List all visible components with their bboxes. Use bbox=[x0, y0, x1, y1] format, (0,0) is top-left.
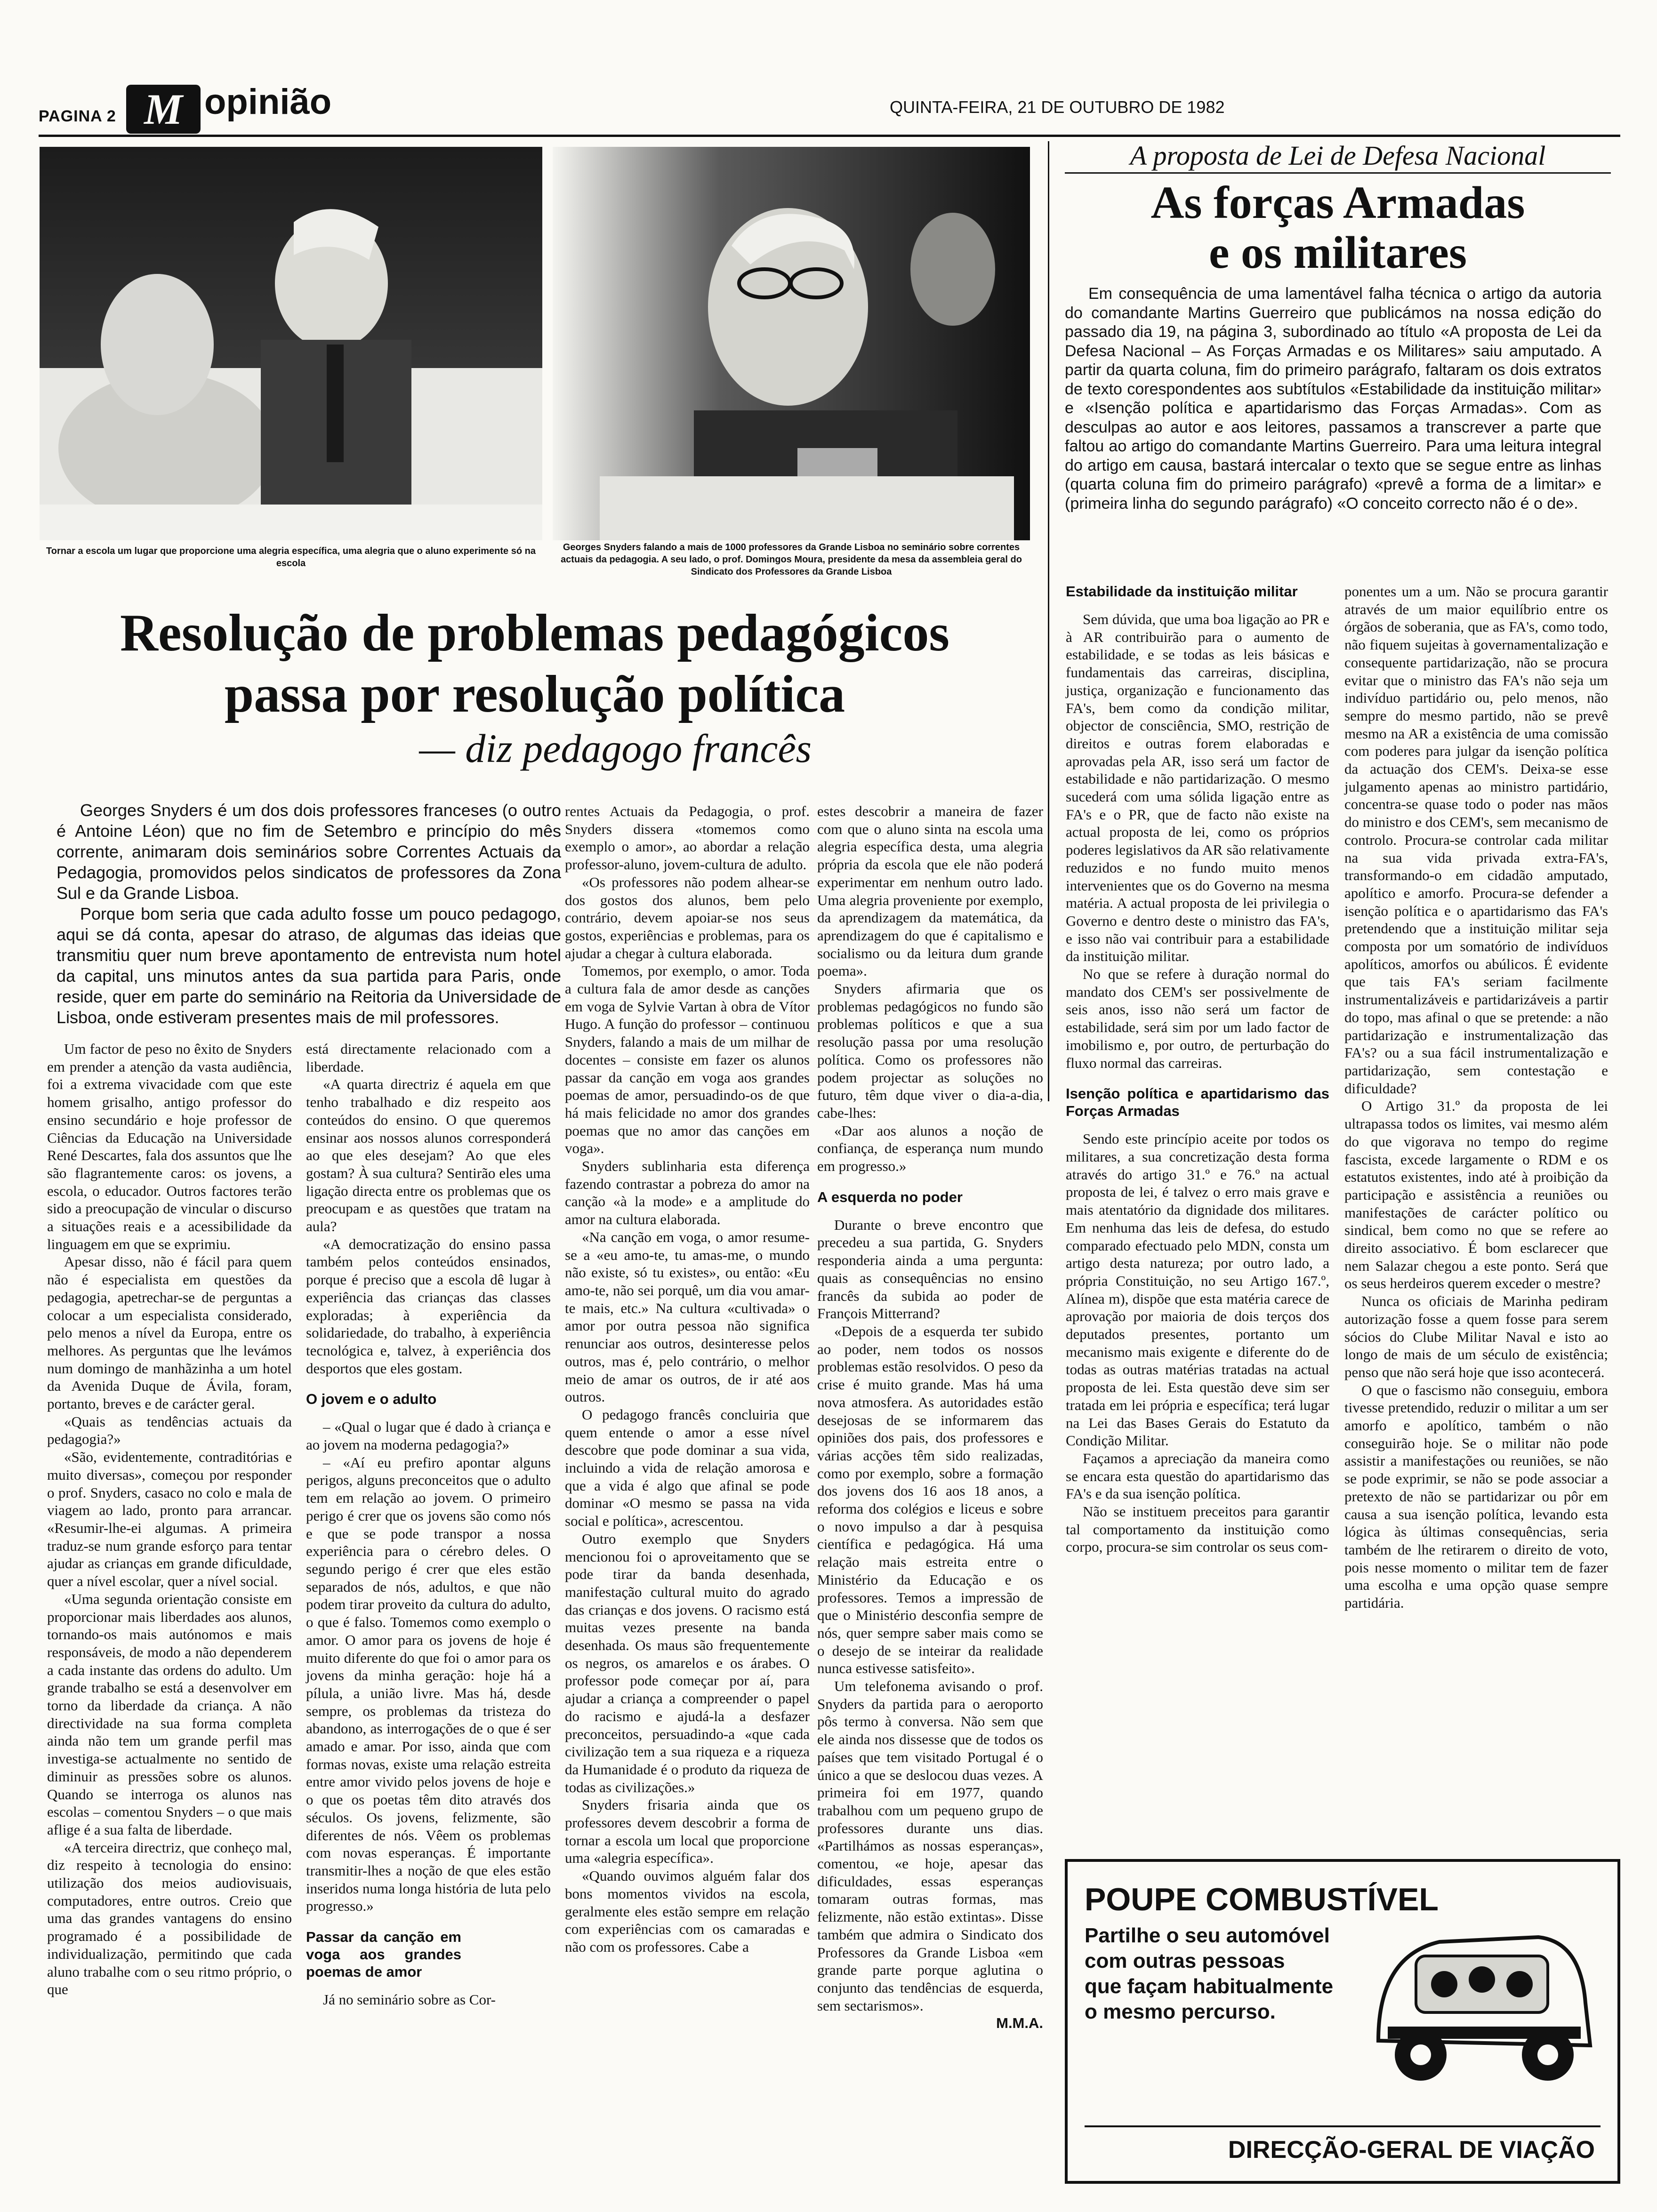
paragraph: O que o fascismo não conseguiu, embora tivesse pretendido, reduzir o militar a um ser amorfo e apolítico, também o não conseguirão hoje. Se o militar não pode assistir a manifestações ou reuniões, se não se pode exprimir, se não se pode associar a pretexto de não se partidarizar ou pôr em causa a sua isenção política, levando esta lógica às últimas consequências, seria também de lhe retirarem o direito de voto, pois nesse momento o militar tem de fazer uma escolha e uma opção quase sempre partidária. bbox=[1344, 1381, 1608, 1611]
ad-box bbox=[1065, 1859, 1620, 2184]
paragraph: «Uma segunda orientação consiste em proporcionar mais liberdades aos alunos, tornando-os mais autónomos e mais responsáveis, de modo a não dependerem a cada instante das ordens do adulto. Um grande trabalho se está a desenvolver em torno da liberdade da criança. A não directividade na sua forma completa ainda não tem um grande perfil mas investiga-se actualmente no sentido de diminuir as pressões sobre os alunos. Quando se interroga os alunos nas escolas – comentou Snyders – o que mais aflige é a sua falta de liberdade. bbox=[47, 1590, 292, 1838]
issue-date: QUINTA-FEIRA, 21 DE OUTUBRO DE 1982 bbox=[890, 97, 1225, 117]
paragraph: «A quarta directriz é aquela em que tenho trabalhado e diz respeito aos conteúdos do ensino. O que queremos ensinar aos nossos alunos corresponderá ao que eles desejam? Ao que eles gostam? À sua cultura? Sentirão eles uma ligação directa entre os problemas que os preocupam e as questões que tratam na aula? bbox=[306, 1076, 551, 1235]
subhead-estabilidade: Estabilidade da instituição militar bbox=[1066, 583, 1298, 600]
paragraph: Tomemos, por exemplo, o amor. Toda a cultura fala de amor desde as canções em voga de Sylvie Vartan à obra de Vítor Hugo. A função do professor – continuou Snyders, falando a mais de um milhar de docentes – consiste em fazer os alunos passar da canção em voga aos grandes poemas de amor, persuadindo-os de que há mais felicidade no amor dos grandes poemas que no amor das canções em voga». bbox=[565, 962, 810, 1157]
sidebar-kicker-rule bbox=[1065, 172, 1611, 174]
sidebar-title-line1: As forças Armadas bbox=[1150, 177, 1525, 228]
paragraph: Já no seminário sobre as Cor- bbox=[323, 1991, 496, 2008]
paragraph: «A terceira directriz, que conheço mal, diz respeito à tecnologia do ensino: utilização dos meios audiovisuais, computadores, entre outros. Creio que uma das grandes vantagens do ensino programado é a possibilidade de individualização, permitindo que cada aluno trabalhe com o seu ritmo próprio, o que bbox=[47, 1839, 292, 1998]
paragraph: Um telefonema avisando o prof. Snyders da partida para o aeroporto pôs termo à conversa. Não sem que ele ainda nos dissesse que de todos os países que tem visitado Portugal é o único a que se deslocou duas vezes. A primeira foi em 1977, quando trabalhou com um pequeno grupo de professores durante uns dias. «Partilhámos as nossas esperanças», comentou, «e hoje, apesar das dificuldades, essas esperanças tomaram outras formas, mas felizmente, não estão extintas». Disse também que admira o Sindicato dos Professores da Grande Lisboa «em grande parte porque aglutina o conjunto das tendências de esquerda, sem sectarismos». bbox=[817, 1678, 1043, 2014]
article-lead bbox=[56, 800, 561, 1028]
header-rule bbox=[39, 135, 1620, 137]
paragraph: Durante o breve encontro que precedeu a sua partida, G. Snyders responderia ainda a uma pergunta: quais as consequências no ensino francês da subida ao poder de François Mitterrand? bbox=[817, 1216, 1043, 1322]
main-subheadline: — diz pedagogo francês bbox=[419, 726, 812, 771]
paragraph: ponentes um a um. Não se procura garantir através de um maior equilíbrio entre os órgãos de soberania, que as FA's, como todo, não fiquem sujeitas à governamentalização e consequente partidarização, não se procura evitar que o ministro das FA's não seja um indivíduo partidário ou, pelo menos, não sempre do mesmo partido, não se prevê mesmo na AR a existência de uma comissão com poderes para julgar da isenção política da actuação dos CEM's. Deixa-se esse julgamento apenas ao ministro partidário, concentra-se quase todo o poder nas mãos do ministro e dos CEM's, sem mecanismo de controlo. Procura-se controlar cada militar na sua vida privada extra-FA's, transformando-o em cidadão amputado, apolítico e amorfo. Procura-se defender a isenção política e o apartidarismo das FA's pretendendo que a instituição militar seja composta por um somatório de indivíduos apolíticos, amorfos ou abúlicos. É evidente que tais FA's seriam facilmente instrumentalizáveis e partidarizáveis a partir do topo, mas afinal o que se pretende: a não partidarização e instrumentalização das FA's? ou a sua fácil instrumentalização e partidarização, sem contestação e dificuldade? bbox=[1344, 583, 1608, 1097]
paragraph: «Os professores não podem alhear-se dos gostos dos alunos, bem pelo contrário, devem apoiar-se nos seus gostos, experiências e problemas, para os ajudar a chegar à cultura elaborada. bbox=[565, 874, 810, 962]
sidebar-intro bbox=[1065, 284, 1601, 513]
paragraph: – «Aí eu prefiro apontar alguns perigos, alguns preconceitos que o adulto tem em relação ao jovem. O primeiro perigo é crer que os jovens são como nós e que se pode transpor a nossa experiência para o cérebro deles. O segundo perigo é crer que eles estão separados de nós, adultos, e que não podem tirar proveito da cultura do adulto, o que é falso. Tomemos como exemplo o amor. O amor para os jovens de hoje é muito diferente do que foi o amor para os jovens da minha geração: hoje há a pílula, a união livre. Mas há, desde sempre, os problemas da tristeza do abandono, as interrogações de o que é ser amado e amar. Por isso, ainda que com formas novas, existe uma relação estreita entre amor vivido pelos jovens de hoje e o que os poetas têm dito através dos séculos. Os jovens, felizmente, são diferentes de nós. Vêem os problemas com novas esperanças. É importante transmitir-lhes a noção de que eles estão inseridos numa longa história de luta pelo progresso.» bbox=[306, 1454, 551, 1915]
paragraph: «Depois de a esquerda ter subido ao poder, nem todos os nossos problemas estão resolvidos. O peso da crise é muito grande. Mas há uma nova atmosfera. As autoridades estão desejosas de se informarem das opiniões dos pais, dos professores e várias acções têm sido realizadas, como por exemplo, sobre a formação dos jovens dos 16 aos 18 anos, a reforma dos colégios e liceus e sobre o novo impulso a dar à pesquisa científica e pedagógica. Há uma relação mais estreita entre o Ministério da Educação e os professores. Temos a impressão de que o Ministério desconfia sempre de nós, quer sempre saber mais como se o desejo de se inteirar da realidade nunca estivesse satisfeito». bbox=[817, 1322, 1043, 1677]
subhead-jovem-adulto: O jovem e o adulto bbox=[306, 1391, 437, 1408]
ad-line: Partilhe o seu automóvel bbox=[1085, 1924, 1330, 1947]
paragraph: Um factor de peso no êxito de Snyders em prender a atenção da vasta audiência, foi a extrema vivacidade com que este homem grisalho, antigo professor do ensino secundário e hoje professor de Ciências da Educação na Universidade René Descartes, fala dos assuntos que lhe são flagrantemente caros: os jovens, a escola, o educador. Outros factores terão sido a preocupação de vincular o discurso a situações reais e a acessibilidade da linguagem em que se exprimiu. bbox=[47, 1041, 292, 1252]
paragraph: está directamente relacionado com a liberdade. bbox=[306, 1041, 551, 1075]
sidebar-left-rule bbox=[1048, 141, 1049, 1101]
photo-snyders-speaking bbox=[553, 147, 1030, 540]
paragraph: Snyders afirmaria que os problemas pedagógicos no fundo são problemas políticos e que a sua resolução passa por uma resolução política. Como os professores não podem projectar as soluções no futuro, têm dque viver o dia-a-dia, cabe-lhes: bbox=[817, 980, 1043, 1121]
author-signature: M.M.A. bbox=[996, 2015, 1043, 2032]
paragraph: O pedagogo francês concluiria que quem entende o amor a esse nível descobre que pode dominar a sua vida, incluindo a vida de relação amorosa e que a vida é algo que afinal se pode dominar «O mesmo se passa na vida social e política», acrescentou. bbox=[565, 1406, 810, 1530]
photo-teacher-at-school bbox=[40, 147, 542, 540]
logo-letter: M bbox=[144, 85, 183, 133]
paragraph: O Artigo 31.º da proposta de lei ultrapassa todos os limites, vai mesmo além do que vigorava no tempo do regime fascista, excede largamente o RDM e os estatutos existentes, indo até à proibição da participação e assistência a reuniões ou manifestações de carácter político ou sindical, bem como no que se refere ao direito associativo. É bom esclarecer que nem Salazar chegou a este ponto. Será que os seus herdeiros querem exceder o mestre? bbox=[1344, 1098, 1608, 1292]
paragraph: Outro exemplo que Snyders mencionou foi o aproveitamento que se pode tirar da banda desenhada, manifestação cultural muito do agrado das crianças e dos jovens. O racismo está muitas vezes presente na banda desenhada. Os maus são frequentemente os negros, os amarelos e os árabes. O professor pode começar por aí, para ajudar a criança a compreender o papel do racismo e ajudá-la a desfazer preconceitos, persuadindo-a «que cada civilização tem a sua riqueza e a riqueza da Humanidade é o produto da riqueza de todas as civilizações.» bbox=[565, 1530, 810, 1795]
sidebar-kicker: A proposta de Lei de Defesa Nacional bbox=[1130, 140, 1546, 171]
ad-line: o mesmo percurso. bbox=[1085, 2000, 1276, 2023]
newspaper-logo bbox=[126, 85, 201, 134]
paragraph: rentes Actuais da Pedagogia, o prof. Snyders dissera «tomemos como exemplo o amor», ao abordar a relação professor-aluno, jovem-cultura de adulto. bbox=[565, 803, 810, 873]
subhead-esquerda-no-poder: A esquerda no poder bbox=[817, 1188, 963, 1205]
photo1-caption: Tornar a escola um lugar que proporcione uma alegria específica, uma alegria que o aluno experimente só na escola bbox=[46, 546, 536, 569]
paragraph: Sendo este princípio aceite por todos os militares, a sua concretização desta forma através do artigo 31.º e 76.º na actual proposta de lei, é talvez o erro mais grave e mais atentatório da dignidade dos militares. Em nenhuma das leis de defesa, do estudo comparado efectuado pelo MDN, consta um artigo desta natureza; por outro lado, a própria Constituição, no seu Artigo 167.º, Alínea m), dispõe que esta matéria carece de aprovação por maioria de dois terços dos deputados presentes, portanto um mecanismo mais exigente e diferente do de todas as outras matérias tratadas na actual proposta de lei. Esta questão deve sim ser tratada em lei própria e específica; terá lugar na Lei das Bases Gerais do Estatuto da Condição Militar. bbox=[1066, 1130, 1329, 1449]
paragraph: «Quando ouvimos alguém falar dos bons momentos vividos na escola, geralmente eles estão sempre em relação com experiências com os camaradas e não com os professores. Cabe a bbox=[565, 1867, 810, 1955]
article-column-3 bbox=[565, 802, 810, 1956]
sidebar-column-1 bbox=[1066, 583, 1329, 1556]
sidebar-column-2 bbox=[1344, 583, 1608, 1612]
article-column-1 bbox=[47, 1040, 292, 1998]
paragraph: Em consequência de uma lamentável falha técnica o artigo da autoria do comandante Martins Guerreiro que publicámos na nossa edição do passado dia 19, na página 3, subordinado ao título «A proposta de Lei da Defesa Nacional – As Forças Armadas e os Militares» saiu amputado. A partir da quarta coluna, fim do primeiro parágrafo, faltaram os dois extratos de texto corespondentes aos subtítulos «Estabilidade da instituição militar» e «Isenção política e apartidarismo das Forças Armadas». Com as desculpas ao autor e aos leitores, passamos a transcrever a parte que faltou ao artigo do comandante Martins Guerreiro. Para uma leitura integral do artigo em causa, bastará intercalar o texto que se segue entre as linhas (quarta coluna fim do primeiro parágrafo) «prevê a forma de a limitar» e (primeira linha do segundo parágrafo) «O conceito correcto não é o de». bbox=[1065, 285, 1601, 513]
ad-rule bbox=[1085, 2125, 1601, 2127]
paragraph: Façamos a apreciação da maneira como se encara esta questão do apartidarismo das FA's e da sua isenção política. bbox=[1066, 1450, 1329, 1502]
main-headline-line2: passa por resolução política bbox=[224, 665, 845, 723]
paragraph: «Dar aos alunos a noção de confiança, de esperança num mundo em progresso.» bbox=[817, 1122, 1043, 1175]
article-column-2 bbox=[306, 1040, 551, 2009]
section-name: opinião bbox=[204, 82, 332, 122]
main-headline-line1: Resolução de problemas pedagógicos bbox=[120, 604, 949, 662]
paragraph: estes descobrir a maneira de fazer com que o aluno sinta na escola uma alegria específica desta, uma alegria própria da escola que ele não poderá experimentar em nenhum outro lado. Uma alegria proveniente por exemplo, da aprendizagem da matemática, da aprendizagem do que é capitalismo e socialismo ou da leitura dum grande poema». bbox=[817, 803, 1043, 979]
article-column-4 bbox=[817, 802, 1043, 2032]
photo2-caption: Georges Snyders falando a mais de 1000 professores da Grande Lisboa no seminário sobre correntes actuais da pedagogia. A seu lado, o prof. Domingos Moura, presidente da mesa da assembleia geral do Sindicato dos Professores da Grande Lisboa bbox=[561, 542, 1022, 577]
ad-line: que façam habitualmente bbox=[1085, 1975, 1334, 1998]
subhead-cancao-em-voga: Passar da canção em voga aos grandes poemas de amor bbox=[306, 1929, 461, 1980]
paragraph: Não se instituem preceitos para garantir tal comportamento da instituição como corpo, procura-se sim controlar os seus com- bbox=[1066, 1503, 1329, 1555]
lead-paragraph: Georges Snyders é um dos dois professores franceses (o outro é Antoine Léon) que no fim de Setembro e princípio do mês corrente, animaram dois seminários sobre Correntes Actuais da Pedagogia, promovidos pelos sindicatos de professores da Zona Sul e da Grande Lisboa. bbox=[56, 801, 561, 903]
sidebar-title-line2: e os militares bbox=[1209, 227, 1467, 278]
paragraph: «A democratização do ensino passa também pelos conteúdos ensinados, porque é preciso que a escola dê lugar à experiência das crianças das classes exploradas; à experiência da solidariedade, do trabalho, à experiência tecnológica e, talvez, à experiência dos desportos que eles gostam. bbox=[306, 1235, 551, 1377]
ad-title: POUPE COMBUSTÍVEL bbox=[1085, 1882, 1439, 1917]
ad-line: com outras pessoas bbox=[1085, 1949, 1285, 1972]
car-illustration bbox=[1359, 1885, 1604, 2092]
paragraph: – «Qual o lugar que é dado à criança e ao jovem na moderna pedagogia?» bbox=[306, 1419, 551, 1453]
paragraph: «Quais as tendências actuais da pedagogia?» bbox=[47, 1413, 292, 1448]
paragraph: Nunca os oficiais de Marinha pediram autorização fosse a quem fosse para serem sócios do Clube Militar Naval e isto ao longo de mais de um século de existência; penso que não será hoje que isso acontecerá. bbox=[1344, 1293, 1608, 1380]
paragraph: «Na canção em voga, o amor resume-se a «eu amo-te, tu amas-me, o mundo não existe, só tu existes», ou então: «Eu amo-te, não sei porquê, um dia vou amar-te mais, etc.» Na cultura «cultivada» o amor por outra pessoa não significa renunciar aos outros, desinteresse pelos outros, mas é, pelo contrário, o melhor meio de amar os outros, de ir até aos outros. bbox=[565, 1228, 810, 1405]
paragraph: Snyders frisaria ainda que os professores devem descobrir a forma de tornar a escola um local que proporcione uma «alegria específica». bbox=[565, 1796, 810, 1867]
paragraph: «São, evidentemente, contraditórias e muito diversas», começou por responder o prof. Snyders, casaco no colo e mala de viagem ao lado, pronto para arrancar. «Resumir-lhe-ei algumas. A primeira traduz-se num grande esforço para tentar ajudar as crianças em grande dificuldade, quer a nível escolar, quer a nível social. bbox=[47, 1449, 292, 1590]
paragraph: Apesar disso, não é fácil para quem não é especialista em questões da pedagogia, apetrechar-se de perguntas a colocar a um especialista considerado, pelo menos a nível da Europa, entre os melhores. As perguntas que lhe levámos num domingo de manhãzinha a um hotel da Avenida Duque de Ávila, foram, portanto, breves e de carácter geral. bbox=[47, 1253, 292, 1412]
paragraph: Snyders sublinharia esta diferença fazendo contrastar a pobreza do amor na canção «à la mode» e a amplitude do amor na cultura elaborada. bbox=[565, 1158, 810, 1228]
subhead-isencao-politica: Isenção política e apartidarismo das Forças Armadas bbox=[1066, 1085, 1329, 1120]
paragraph: Sem dúvida, que uma boa ligação ao PR e à AR contribuirão para o aumento de estabilidade, e se todas as leis básicas e fundamentais das carreiras, disciplina, justiça, organização e funcionamento das FA's, bem como da condição militar, objector de consciência, SMO, restrição de direitos e outras forem elaboradas e aprovadas pela AR, isso será um factor de estabilidade e não partidarização. O mesmo sucederá com uma sólida ligação entre as FA's e o PR, que de facto não existe na actual proposta de lei, como os próprios poderes legislativos da AR são relativamente reduzidos e no fundo muito menos intervenientes que os do Governo na mesma matéria. A actual proposta de lei privilegia o Governo e dentro deste o ministro das FA's, e isso não vai contribuir para a estabilidade da instituição militar. bbox=[1066, 611, 1329, 965]
lead-paragraph: Porque bom seria que cada adulto fosse um pouco pedagogo, aqui se dá conta, apesar do atraso, de algumas das ideias que transmitiu quer num breve apontamento de entrevista num hotel da capital, uns minutos antes da sua partida para Paris, onde reside, quer em parte do seminário na Reitoria da Universidade de Lisboa, onde estiveram presentes mais de mil professores. bbox=[56, 904, 561, 1027]
paragraph: No que se refere à duração normal do mandato dos CEM's ser possivelmente de seis anos, isso não será um factor de estabilidade, será sim por um lado factor de imobilismo e, por outro, de perturbação do fluxo normal das carreiras. bbox=[1066, 966, 1329, 1071]
ad-footer: DIRECÇÃO-GERAL DE VIAÇÃO bbox=[1228, 2136, 1595, 2164]
page-label: PAGINA 2 bbox=[39, 107, 116, 125]
